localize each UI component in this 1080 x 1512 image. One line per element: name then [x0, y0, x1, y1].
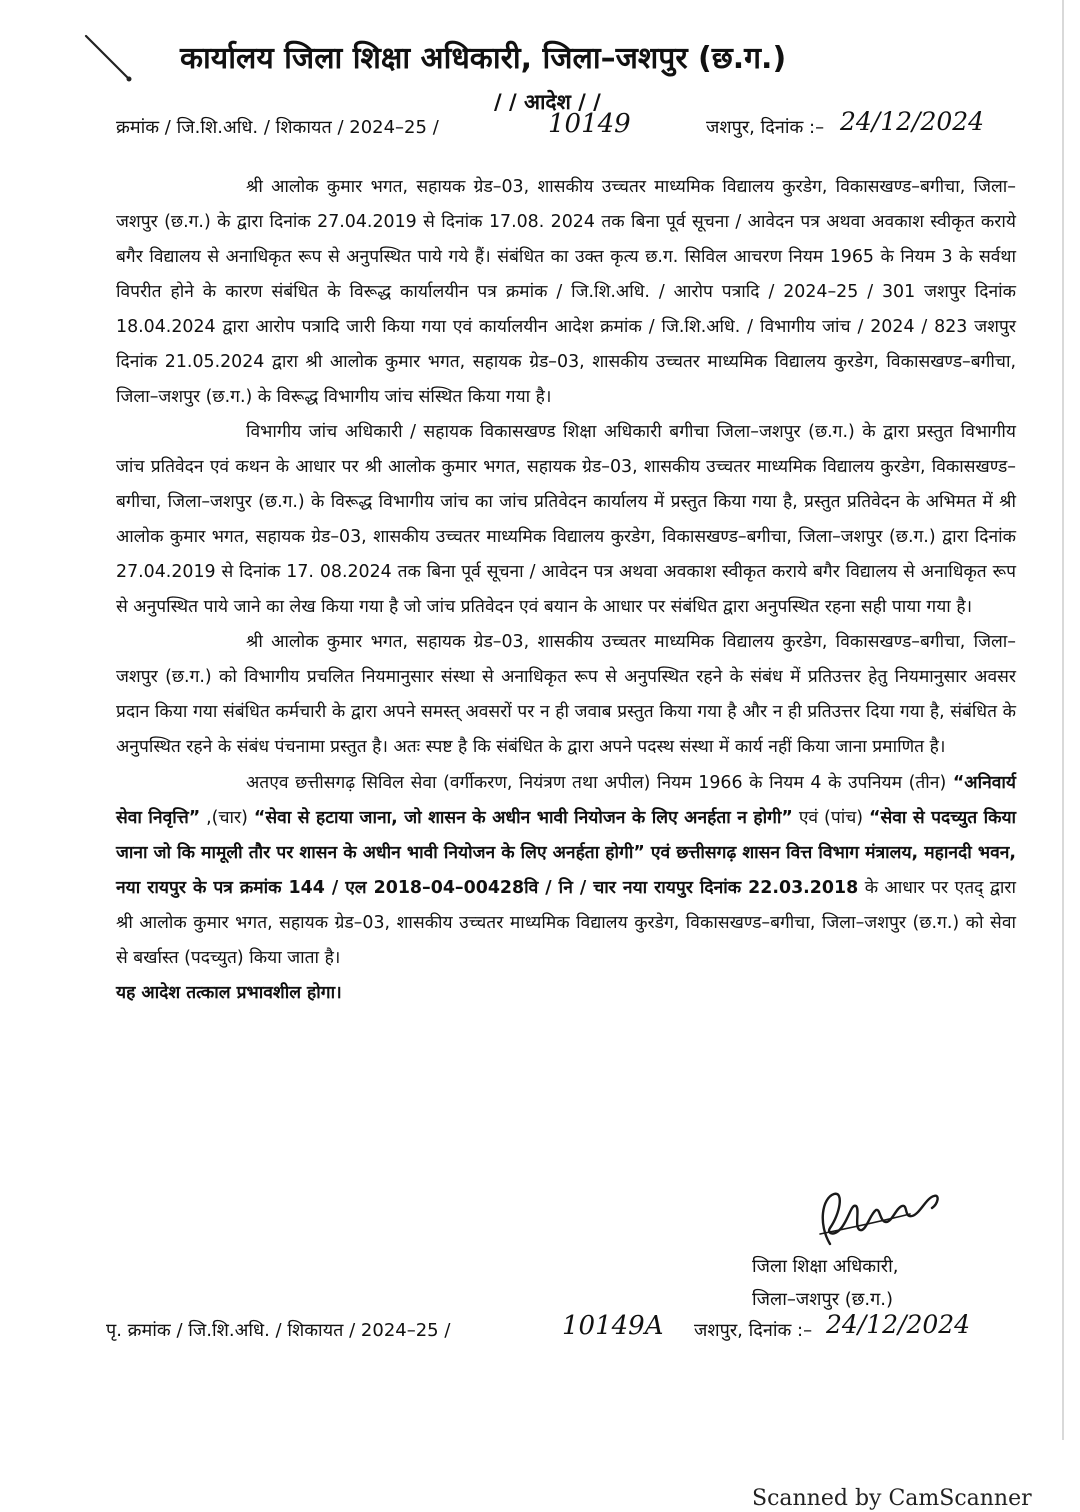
scanner-watermark: Scanned by CamScanner — [752, 1486, 1032, 1511]
office-title: कार्यालय जिला शिक्षा अधिकारी, जिला–जशपुर (छ.ग.) — [180, 41, 787, 76]
para4-bold-f: “सेवा से पदच्युत किया जाना जो कि मामूली तौर पर शासन के अधीन भावी नियोजन के लिए अनर्हता होगी” एवं छत्तीसगढ़ शासन वित्त विभाग मंत्रालय, महानदी भवन, नया रायपुर के पत्र क्रमांक 144 / एल 2018–04–00428वि / नि / चार नया रायपुर दिनांक 22.03.2018 — [116, 808, 1017, 898]
copy-reference-date: 24/12/2024 — [826, 1310, 971, 1339]
reference-prefix: क्रमांक / जि.शि.अधि. / शिकायत / 2024–25 / — [116, 117, 439, 138]
reference-date: 24/12/2024 — [840, 107, 985, 136]
signatory-block — [752, 1250, 899, 1316]
reference-number: 10149 — [548, 109, 631, 139]
paragraph-1: श्री आलोक कुमार भगत, सहायक ग्रेड–03, शासकीय उच्चतर माध्यमिक विद्यालय कुरडेग, विकासखण्ड–बगीचा, जिला–जशपुर (छ.ग.) के द्वारा दिनांक 27.04.2019 से दिनांक 17.08. 2024 तक बिना पूर्व सूचना / आवेदन पत्र अथवा अवकाश स्वीकृत कराये बगैर विद्यालय से अनाधिकृत रूप से अनुपस्थित पाये गये हैं। संबंधित का उक्त कृत्य छ.ग. सिविल आचरण नियम 1965 के नियम 3 के सर्वथा विपरीत होने के कारण संबंधित के विरूद्ध कार्यालयीन पत्र क्रमांक / जि.शि.अधि. / आरोप पत्रादि / 2024–25 / 301 जशपुर दिनांक 18.04.2024 द्वारा आरोप पत्रादि जारी किया गया एवं कार्यालयीन आदेश क्रमांक / जि.शि.अधि. / विभागीय जांच / 2024 / 823 जशपुर दिनांक 21.05.2024 द्वारा श्री आलोक कुमार भगत, सहायक ग्रेड–03, शासकीय उच्चतर माध्यमिक विद्यालय कुरडेग, विकासखण्ड–बगीचा, जिला–जशपुर (छ.ग.) के विरूद्ध विभागीय जांच संस्थित किया गया है। — [116, 177, 1016, 407]
copy-reference-line — [106, 1310, 1046, 1348]
signatory-district: जिला–जशपुर (छ.ग.) — [752, 1289, 894, 1310]
signatory-designation: जिला शिक्षा अधिकारी, — [752, 1256, 899, 1277]
pen-stroke-mark — [80, 30, 140, 90]
effect-statement: यह आदेश तत्काल प्रभावशील होगा। — [116, 983, 342, 1003]
paragraph-3: श्री आलोक कुमार भगत, सहायक ग्रेड–03, शासकीय उच्चतर माध्यमिक विद्यालय कुरडेग, विकासखण्ड–बगीचा, जिला–जशपुर (छ.ग.) को विभागीय प्रचलित नियमानुसार संस्था से अनाधिकृत रूप से अनुपस्थित रहने के संबंध में प्रतिउत्तर हेतु नियमानुसार अवसर प्रदान किया गया संबंधित कर्मचारी के द्वारा अपने समस्त् अवसरों पर न ही जवाब प्रस्तुत किया गया है और न ही प्रतिउत्तर दिया गया है, संबंधित के अनुपस्थित रहने के संबंध पंचनामा प्रस्तुत है। अतः स्पष्ट है कि संबंधित के द्वारा अपने पदस्थ संस्था में कार्य नहीं किया जाना प्रमाणित है। — [116, 632, 1016, 757]
paragraph-2: विभागीय जांच अधिकारी / सहायक विकासखण्ड शिक्षा अधिकारी बगीचा जिला–जशपुर (छ.ग.) के द्वारा प्रस्तुत विभागीय जांच प्रतिवेदन एवं कथन के आधार पर श्री आलोक कुमार भगत, सहायक ग्रेड–03, शासकीय उच्चतर माध्यमिक विद्यालय कुरडेग, विकासखण्ड–बगीचा, जिला–जशपुर (छ.ग.) के विरूद्ध विभागीय जांच का जांच प्रतिवेदन कार्यालय में प्रस्तुत किया गया है, प्रस्तुत प्रतिवेदन के अभिमत में श्री आलोक कुमार भगत, सहायक ग्रेड–03, शासकीय उच्चतर माध्यमिक विद्यालय कुरडेग, विकासखण्ड–बगीचा, जिला–जशपुर (छ.ग.) द्वारा दिनांक 27.04.2019 से दिनांक 17. 08.2024 तक बिना पूर्व सूचना / आवेदन पत्र अथवा अवकाश स्वीकृत कराये बगैर विद्यालय से अनाधिकृत रूप से अनुपस्थित पाये जाने का लेख किया गया है जो जांच प्रतिवेदन एवं बयान के आधार पर संबंधित द्वारा अनुपस्थित रहना सही पाया गया है। — [116, 422, 1016, 617]
para4-text-c: ,(चार) — [206, 808, 248, 828]
para4-text-g: के आधार पर एतद् द्वारा श्री आलोक कुमार भगत, सहायक ग्रेड–03, शासकीय उच्चतर माध्यमिक विद्यालय कुरडेग, विकासखण्ड–बगीचा, जिला–जशपुर (छ.ग.) को सेवा से बर्खास्त (पदच्युत) किया जाता है। — [116, 878, 1016, 968]
copy-reference-number: 10149A — [562, 1311, 664, 1341]
order-body — [116, 170, 1016, 1011]
para4-bold-d: “सेवा से हटाया जाना, जो शासन के अधीन भावी नियोजन के लिए अनर्हता न होगी” — [253, 808, 793, 828]
paragraph-4 — [116, 766, 1016, 976]
para4-text-e: एवं (पांच) — [798, 808, 864, 828]
scan-edge-line — [1062, 0, 1064, 1440]
copy-reference-prefix: पृ. क्रमांक / जि.शि.अधि. / शिकायत / 2024–25 / — [106, 1320, 451, 1341]
place-date-label: जशपुर, दिनांक :– — [706, 117, 825, 138]
copy-place-date-label: जशपुर, दिनांक :– — [694, 1320, 813, 1341]
order-heading: / / आदेश / / — [494, 90, 601, 114]
para4-bold-b: “अनिवार्य सेवा निवृत्ति” — [116, 773, 1016, 828]
reference-line — [116, 107, 1056, 147]
para4-text-a: अतएव छत्तीसगढ़ सिविल सेवा (वर्गीकरण, नियंत्रण तथा अपील) नियम 1966 के नियम 4 के उपनियम (तीन) — [246, 773, 947, 793]
handwritten-signature — [800, 1184, 960, 1254]
